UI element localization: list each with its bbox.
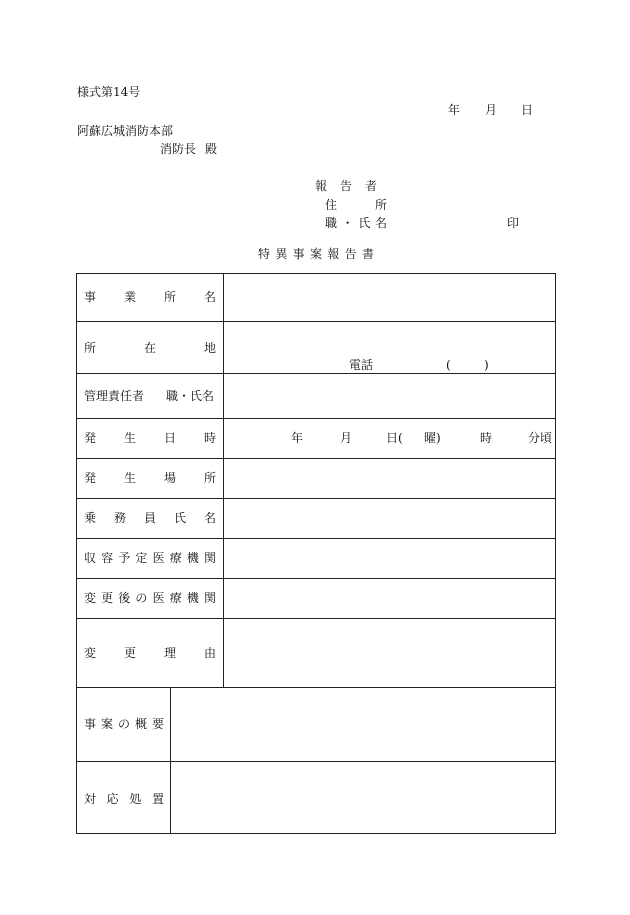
field-response[interactable] (171, 762, 556, 834)
reporter-name-label: 職 ・ 氏 名 (325, 216, 387, 230)
field-location[interactable] (224, 322, 556, 373)
label-business-name: 事 業 所 名 (84, 290, 216, 304)
field-planned-hospital[interactable] (224, 539, 556, 578)
seal-mark: 印 (507, 216, 520, 230)
document-title: 特 異 事 案 報 告 書 (258, 247, 374, 261)
reporter-label: 報 告 者 (315, 179, 377, 193)
label-occurrence-place: 発 生 場 所 (84, 471, 216, 485)
label-manager-title: 管理責任者 (84, 389, 145, 403)
field-incident-summary[interactable] (171, 688, 556, 761)
date-year: 年 (448, 103, 461, 117)
dt-month: 月 (340, 431, 353, 445)
dt-day: 日( (386, 431, 403, 445)
dt-minute: 分頃 (528, 431, 553, 445)
label-changed-hospital: 変 更 後 の 医 療 機 関 (84, 591, 216, 605)
field-crew-names[interactable] (224, 499, 556, 538)
label-location: 所 在 地 (84, 341, 216, 355)
dt-weekday: 曜) (424, 431, 441, 445)
field-business-name[interactable] (224, 274, 556, 321)
addressee-title: 消防長 (160, 142, 197, 156)
date-day: 日 (521, 103, 534, 117)
field-changed-hospital[interactable] (224, 579, 556, 618)
label-response: 対 応 処 置 (84, 792, 164, 806)
dt-year: 年 (291, 431, 304, 445)
phone-paren-close: ) (484, 358, 489, 372)
phone-label: 電話 (349, 358, 374, 372)
field-manager[interactable] (224, 374, 556, 418)
label-manager-name: 職・氏名 (166, 389, 215, 403)
phone-paren-open: ( (446, 358, 451, 372)
label-incident-summary: 事 案 の 概 要 (84, 717, 164, 731)
field-change-reason[interactable] (224, 619, 556, 687)
dt-hour: 時 (480, 431, 493, 445)
honorific: 殿 (205, 142, 218, 156)
form-number: 様式第14号 (77, 85, 141, 99)
label-planned-hospital: 収 容 予 定 医 療 機 関 (84, 551, 216, 565)
label-change-reason: 変 更 理 由 (84, 646, 216, 660)
addressee-org: 阿蘇広城消防本部 (77, 124, 174, 138)
field-occurrence-datetime[interactable] (224, 419, 556, 458)
label-crew-names: 乗 務 員 氏 名 (84, 511, 216, 525)
date-month: 月 (485, 103, 498, 117)
reporter-address-label: 住 所 (325, 198, 387, 212)
label-occurrence-datetime: 発 生 日 時 (84, 431, 216, 445)
field-occurrence-place[interactable] (224, 459, 556, 498)
